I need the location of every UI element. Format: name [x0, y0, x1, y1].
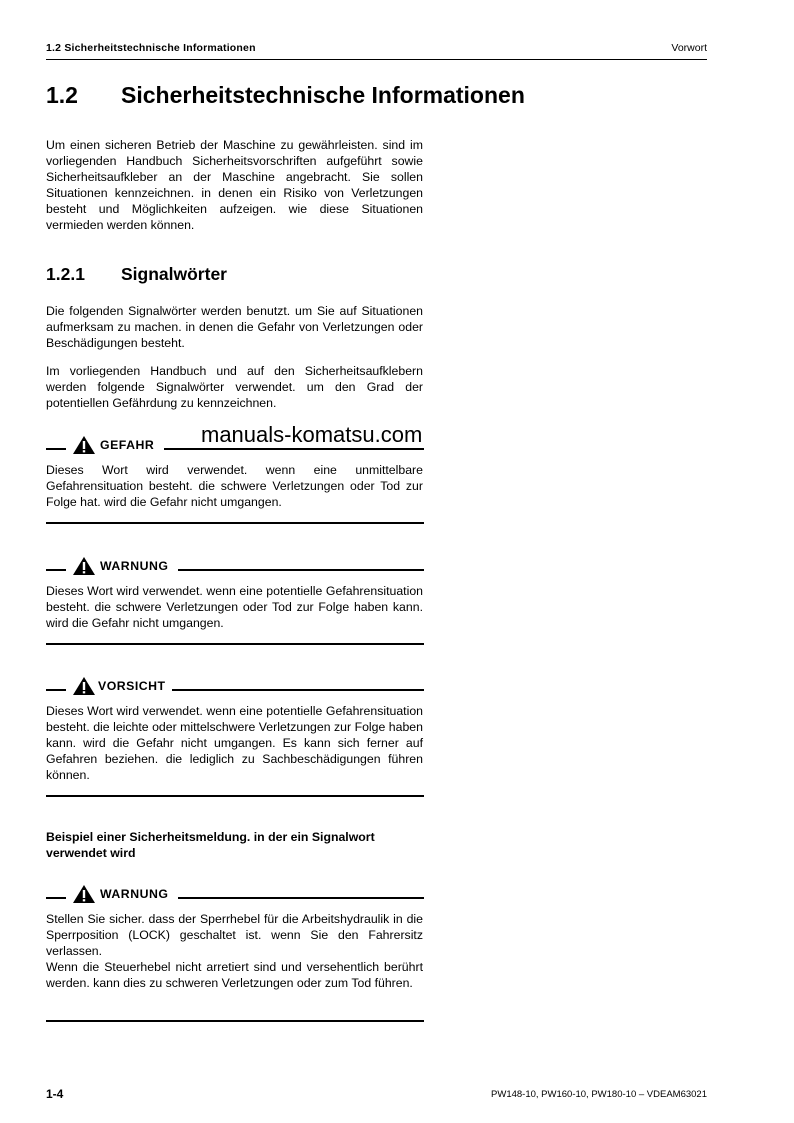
signal-warnung-header [46, 556, 424, 576]
signal-rule [178, 569, 424, 571]
signal-end-rule [46, 643, 424, 645]
signal-warnung-text: Dieses Wort wird verwendet. wenn eine potentielle Gefahrensituation besteht. die schwere Verletzungen oder Tod zur Folge haben kann. wird die Gefahr nicht umgangen. [46, 584, 423, 630]
intro-text: Um einen sicheren Betrieb der Maschine zu gewährleisten. sind im vorliegenden Handbuch Sicherheitsvorschriften aufgeführt sowie Sicherheitsaufkleber an der Maschine angebracht. Sie sollen Situationen kennzeichnen. in denen ein Risiko von Verletzungen besteht und Möglichkeiten aufzeigen. wie diese Situationen vermieden werden können. [46, 138, 423, 232]
signal-end-rule [46, 795, 424, 797]
subsection-text: Signalwörter [121, 264, 227, 284]
signal-end-rule [46, 522, 424, 524]
signal-vorsicht-text: Dieses Wort wird verwendet. wenn eine potentielle Gefahrensituation besteht. die leichte oder mittelschwere Verletzungen zur Folge haben kann. wird die Gefahr nicht umgangen. Es kann sich ferner auf Gefahren beziehen. die lediglich zu Sachbeschädigungen führen können. [46, 704, 423, 782]
example-warnung-header [46, 884, 424, 904]
signal-gefahr-header [46, 435, 424, 455]
signal-rule [172, 689, 424, 691]
signalwords-paragraph-2 [46, 363, 423, 411]
subsection-title [46, 264, 227, 285]
intro-paragraph [46, 137, 423, 233]
footer-models: PW148-10, PW160-10, PW180-10 – VDEAM63021 [491, 1089, 707, 1100]
para1-text: Die folgenden Signalwörter werden benutzt. um Sie auf Situationen aufmerksam zu machen. in denen die Gefahr von Verletzungen oder Beschädigungen besteht. [46, 304, 423, 350]
header-rule [46, 59, 707, 60]
signal-dash [46, 897, 66, 899]
warning-triangle-icon [72, 556, 96, 576]
signal-end-rule [46, 1020, 424, 1022]
signal-rule [178, 897, 424, 899]
subsection-number: 1.2.1 [46, 264, 85, 284]
signal-dash [46, 448, 66, 450]
example-line-1: Stellen Sie sicher. dass der Sperrhebel für die Arbeitshydraulik in die Sperrposition (LOCK) geschaltet ist. wenn Sie den Fahrersitz verlassen. [46, 912, 423, 958]
signal-dash [46, 569, 66, 571]
signal-dash [46, 689, 66, 691]
signal-label: GEFAHR [100, 438, 155, 452]
signal-vorsicht-header [46, 676, 424, 696]
page-title [46, 82, 525, 109]
page-number: 1-4 [46, 1087, 64, 1101]
warning-triangle-icon [72, 884, 96, 904]
signal-rule [164, 448, 424, 450]
signal-gefahr-text: Dieses Wort wird verwendet. wenn eine unmittelbare Gefahrensituation besteht. die schwere Verletzungen oder Tod zur Folge hat. wird die Gefahr nicht umgangen. [46, 463, 423, 509]
signal-label: VORSICHT [98, 679, 166, 693]
para2-text: Im vorliegenden Handbuch und auf den Sicherheitsaufklebern werden folgende Signalwörter verwendet. um den Grad der potentiellen Gefährdung zu kennzeichnen. [46, 364, 423, 410]
title-text: Sicherheitstechnische Informationen [121, 82, 525, 108]
warning-triangle-icon [72, 435, 96, 455]
signalwords-paragraph-1 [46, 303, 423, 351]
example-text [46, 911, 423, 991]
example-line-2: Wenn die Steuerhebel nicht arretiert sind und versehentlich berührt werden. kann dies zu schweren Verletzungen oder zum Tod führen. [46, 960, 423, 990]
running-header-chapter: Vorwort [671, 42, 707, 54]
warning-triangle-icon [72, 676, 96, 696]
title-number: 1.2 [46, 82, 78, 108]
running-header-section: 1.2 Sicherheitstechnische Informationen [46, 42, 256, 54]
signal-label: WARNUNG [100, 559, 169, 573]
signal-label: WARNUNG [100, 887, 169, 901]
watermark-text: manuals-komatsu.com [201, 422, 423, 447]
example-heading: Beispiel einer Sicherheitsmeldung. in der ein Signalwort verwendet wird [46, 830, 375, 860]
